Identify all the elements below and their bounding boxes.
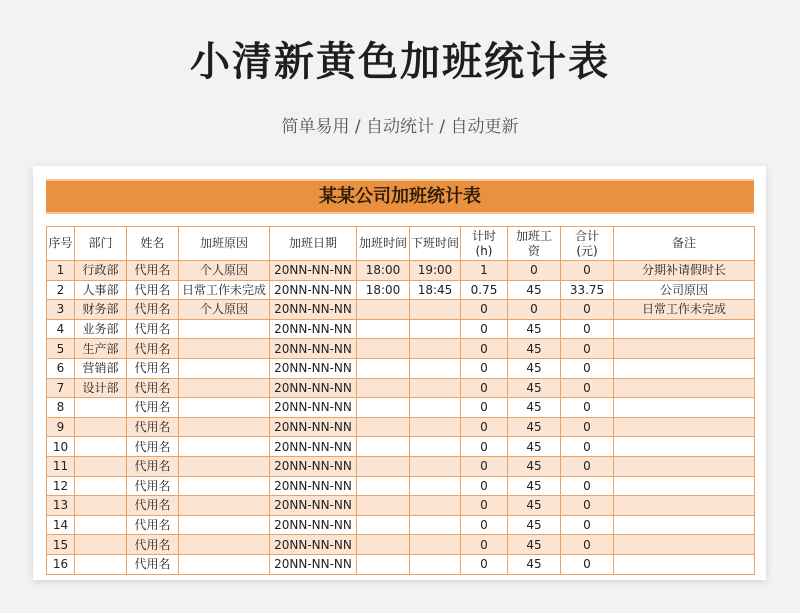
cell-name[interactable]: 代用名: [127, 476, 179, 496]
cell-reason[interactable]: 个人原因: [179, 261, 270, 281]
cell-dept[interactable]: 人事部: [75, 280, 127, 300]
cell-wage[interactable]: 45: [508, 417, 561, 437]
cell-name[interactable]: 代用名: [127, 515, 179, 535]
cell-name[interactable]: 代用名: [127, 398, 179, 418]
cell-reason[interactable]: [179, 554, 270, 574]
page-title: 小清新黄色加班统计表: [190, 39, 610, 85]
cell-end-time[interactable]: 19:00: [410, 261, 461, 281]
cell-wage[interactable]: 0: [508, 300, 561, 320]
cell-remark[interactable]: [614, 417, 755, 437]
cell-remark[interactable]: [614, 398, 755, 418]
cell-dept[interactable]: 营销部: [75, 358, 127, 378]
cell-end-time[interactable]: [410, 417, 461, 437]
cell-start-time[interactable]: [357, 417, 410, 437]
cell-name[interactable]: 代用名: [127, 339, 179, 359]
cell-end-time[interactable]: [410, 515, 461, 535]
cell-reason[interactable]: 日常工作未完成: [179, 280, 270, 300]
cell-name[interactable]: 代用名: [127, 358, 179, 378]
cell-reason[interactable]: [179, 417, 270, 437]
cell-name[interactable]: 代用名: [127, 535, 179, 555]
overtime-table: [46, 226, 755, 575]
header-start-time: 加班时间: [357, 227, 410, 261]
cell-total[interactable]: 0: [561, 261, 614, 281]
cell-hours[interactable]: 0: [461, 496, 508, 516]
table-row: [47, 496, 755, 516]
cell-start-time[interactable]: [357, 398, 410, 418]
cell-seq[interactable]: 4: [47, 319, 75, 339]
cell-end-time[interactable]: 18:45: [410, 280, 461, 300]
cell-remark[interactable]: [614, 515, 755, 535]
cell-start-time[interactable]: 18:00: [357, 261, 410, 281]
cell-hours[interactable]: 0: [461, 437, 508, 457]
cell-start-time[interactable]: 18:00: [357, 280, 410, 300]
cell-end-time[interactable]: [410, 476, 461, 496]
cell-hours[interactable]: 0: [461, 476, 508, 496]
cell-reason[interactable]: [179, 496, 270, 516]
cell-wage[interactable]: 45: [508, 515, 561, 535]
cell-remark[interactable]: [614, 476, 755, 496]
cell-remark[interactable]: [614, 378, 755, 398]
cell-remark[interactable]: [614, 554, 755, 574]
cell-hours[interactable]: 0: [461, 417, 508, 437]
cell-start-time[interactable]: [357, 378, 410, 398]
cell-reason[interactable]: [179, 398, 270, 418]
cell-wage[interactable]: 45: [508, 496, 561, 516]
table-row: [47, 515, 755, 535]
cell-total[interactable]: 0: [561, 476, 614, 496]
header-date: 加班日期: [270, 227, 357, 261]
cell-date[interactable]: 20NN-NN-NN: [270, 417, 357, 437]
cell-seq[interactable]: 9: [47, 417, 75, 437]
cell-wage[interactable]: 45: [508, 398, 561, 418]
sheet-title: 某某公司加班统计表: [46, 179, 754, 214]
cell-wage[interactable]: 45: [508, 378, 561, 398]
cell-wage[interactable]: 45: [508, 554, 561, 574]
cell-reason[interactable]: 个人原因: [179, 300, 270, 320]
cell-hours[interactable]: 0: [461, 378, 508, 398]
cell-hours[interactable]: 0: [461, 319, 508, 339]
cell-wage[interactable]: 45: [508, 456, 561, 476]
table-row: [47, 378, 755, 398]
header-end-time: 下班时间: [410, 227, 461, 261]
cell-start-time[interactable]: [357, 554, 410, 574]
cell-reason[interactable]: [179, 437, 270, 457]
cell-seq[interactable]: 13: [47, 496, 75, 516]
cell-name[interactable]: 代用名: [127, 300, 179, 320]
cell-total[interactable]: 0: [561, 535, 614, 555]
cell-reason[interactable]: [179, 358, 270, 378]
cell-date[interactable]: 20NN-NN-NN: [270, 515, 357, 535]
table-row: [47, 358, 755, 378]
cell-wage[interactable]: 45: [508, 476, 561, 496]
cell-remark[interactable]: [614, 437, 755, 457]
cell-reason[interactable]: [179, 456, 270, 476]
cell-remark[interactable]: [614, 496, 755, 516]
cell-date[interactable]: 20NN-NN-NN: [270, 476, 357, 496]
cell-start-time[interactable]: [357, 300, 410, 320]
cell-dept[interactable]: [75, 496, 127, 516]
cell-remark[interactable]: 分期补请假时长: [614, 261, 755, 281]
cell-dept[interactable]: 业务部: [75, 319, 127, 339]
header-remark: 备注: [614, 227, 755, 261]
cell-total[interactable]: 0: [561, 398, 614, 418]
cell-dept[interactable]: 生产部: [75, 339, 127, 359]
cell-end-time[interactable]: [410, 300, 461, 320]
table-row: [47, 476, 755, 496]
cell-date[interactable]: 20NN-NN-NN: [270, 358, 357, 378]
header-dept: 部门: [75, 227, 127, 261]
cell-total[interactable]: 0: [561, 358, 614, 378]
cell-seq[interactable]: 16: [47, 554, 75, 574]
cell-end-time[interactable]: [410, 378, 461, 398]
cell-seq[interactable]: 3: [47, 300, 75, 320]
cell-dept[interactable]: [75, 417, 127, 437]
cell-hours[interactable]: 0: [461, 398, 508, 418]
cell-start-time[interactable]: [357, 456, 410, 476]
cell-start-time[interactable]: [357, 437, 410, 457]
cell-remark[interactable]: 公司原因: [614, 280, 755, 300]
cell-seq[interactable]: 2: [47, 280, 75, 300]
cell-remark[interactable]: 日常工作未完成: [614, 300, 755, 320]
cell-date[interactable]: 20NN-NN-NN: [270, 319, 357, 339]
cell-date[interactable]: 20NN-NN-NN: [270, 456, 357, 476]
cell-name[interactable]: 代用名: [127, 261, 179, 281]
cell-name[interactable]: 代用名: [127, 437, 179, 457]
cell-dept[interactable]: 行政部: [75, 261, 127, 281]
cell-hours[interactable]: 0: [461, 456, 508, 476]
cell-hours[interactable]: 0: [461, 515, 508, 535]
header-total: 合计 (元): [561, 227, 614, 261]
cell-name[interactable]: 代用名: [127, 554, 179, 574]
cell-dept[interactable]: [75, 437, 127, 457]
cell-seq[interactable]: 1: [47, 261, 75, 281]
cell-seq[interactable]: 8: [47, 398, 75, 418]
cell-date[interactable]: 20NN-NN-NN: [270, 378, 357, 398]
cell-wage[interactable]: 45: [508, 280, 561, 300]
cell-reason[interactable]: [179, 339, 270, 359]
cell-wage[interactable]: 45: [508, 535, 561, 555]
cell-date[interactable]: 20NN-NN-NN: [270, 398, 357, 418]
table-row: [47, 535, 755, 555]
table-body: [47, 261, 755, 575]
cell-total[interactable]: 0: [561, 417, 614, 437]
cell-hours[interactable]: 1: [461, 261, 508, 281]
cell-end-time[interactable]: [410, 554, 461, 574]
table-header-row: [47, 227, 755, 261]
cell-start-time[interactable]: [357, 535, 410, 555]
cell-name[interactable]: 代用名: [127, 456, 179, 476]
cell-remark[interactable]: [614, 319, 755, 339]
cell-date[interactable]: 20NN-NN-NN: [270, 280, 357, 300]
cell-start-time[interactable]: [357, 358, 410, 378]
cell-total[interactable]: 0: [561, 515, 614, 535]
cell-dept[interactable]: [75, 456, 127, 476]
cell-wage[interactable]: 45: [508, 339, 561, 359]
cell-remark[interactable]: [614, 456, 755, 476]
cell-name[interactable]: 代用名: [127, 319, 179, 339]
table-row: [47, 280, 755, 300]
cell-seq[interactable]: 15: [47, 535, 75, 555]
cell-start-time[interactable]: [357, 496, 410, 516]
cell-start-time[interactable]: [357, 515, 410, 535]
cell-name[interactable]: 代用名: [127, 378, 179, 398]
cell-total[interactable]: 0: [561, 319, 614, 339]
cell-total[interactable]: 0: [561, 437, 614, 457]
cell-seq[interactable]: 14: [47, 515, 75, 535]
table-row: [47, 300, 755, 320]
cell-dept[interactable]: [75, 535, 127, 555]
cell-name[interactable]: 代用名: [127, 496, 179, 516]
table-row: [47, 456, 755, 476]
cell-dept[interactable]: [75, 554, 127, 574]
cell-start-time[interactable]: [357, 476, 410, 496]
cell-total[interactable]: 0: [561, 456, 614, 476]
cell-seq[interactable]: 7: [47, 378, 75, 398]
cell-reason[interactable]: [179, 535, 270, 555]
cell-hours[interactable]: 0: [461, 554, 508, 574]
cell-end-time[interactable]: [410, 358, 461, 378]
cell-end-time[interactable]: [410, 319, 461, 339]
cell-name[interactable]: 代用名: [127, 280, 179, 300]
cell-wage[interactable]: 0: [508, 261, 561, 281]
cell-end-time[interactable]: [410, 398, 461, 418]
table-row: [47, 319, 755, 339]
spreadsheet: [46, 179, 754, 575]
spreadsheet-card: [33, 166, 766, 580]
cell-total[interactable]: 0: [561, 378, 614, 398]
cell-dept[interactable]: [75, 476, 127, 496]
header-reason: 加班原因: [179, 227, 270, 261]
cell-date[interactable]: 20NN-NN-NN: [270, 496, 357, 516]
cell-seq[interactable]: 12: [47, 476, 75, 496]
cell-remark[interactable]: [614, 358, 755, 378]
cell-seq[interactable]: 5: [47, 339, 75, 359]
table-row: [47, 339, 755, 359]
cell-total[interactable]: 0: [561, 554, 614, 574]
cell-name[interactable]: 代用名: [127, 417, 179, 437]
cell-total[interactable]: 33.75: [561, 280, 614, 300]
cell-remark[interactable]: [614, 535, 755, 555]
cell-hours[interactable]: 0: [461, 535, 508, 555]
cell-dept[interactable]: [75, 398, 127, 418]
cell-reason[interactable]: [179, 515, 270, 535]
table-row: [47, 261, 755, 281]
cell-date[interactable]: 20NN-NN-NN: [270, 437, 357, 457]
cell-end-time[interactable]: [410, 339, 461, 359]
table-row: [47, 417, 755, 437]
cell-hours[interactable]: 0.75: [461, 280, 508, 300]
table-row: [47, 398, 755, 418]
cell-date[interactable]: 20NN-NN-NN: [270, 339, 357, 359]
cell-date[interactable]: 20NN-NN-NN: [270, 554, 357, 574]
cell-date[interactable]: 20NN-NN-NN: [270, 261, 357, 281]
header-wage: 加班工 资: [508, 227, 561, 261]
cell-reason[interactable]: [179, 378, 270, 398]
cell-hours[interactable]: 0: [461, 358, 508, 378]
cell-total[interactable]: 0: [561, 496, 614, 516]
cell-dept[interactable]: 财务部: [75, 300, 127, 320]
cell-seq[interactable]: 6: [47, 358, 75, 378]
page-subtitle: 简单易用 / 自动统计 / 自动更新: [281, 117, 519, 137]
table-row: [47, 554, 755, 574]
cell-date[interactable]: 20NN-NN-NN: [270, 300, 357, 320]
cell-dept[interactable]: [75, 515, 127, 535]
cell-wage[interactable]: 45: [508, 437, 561, 457]
cell-wage[interactable]: 45: [508, 319, 561, 339]
cell-end-time[interactable]: [410, 437, 461, 457]
cell-end-time[interactable]: [410, 496, 461, 516]
cell-total[interactable]: 0: [561, 339, 614, 359]
cell-end-time[interactable]: [410, 456, 461, 476]
cell-end-time[interactable]: [410, 535, 461, 555]
header-hours: 计时 (h): [461, 227, 508, 261]
cell-remark[interactable]: [614, 339, 755, 359]
table-row: [47, 437, 755, 457]
cell-date[interactable]: 20NN-NN-NN: [270, 535, 357, 555]
cell-reason[interactable]: [179, 319, 270, 339]
cell-wage[interactable]: 45: [508, 358, 561, 378]
cell-seq[interactable]: 11: [47, 456, 75, 476]
header-seq: 序号: [47, 227, 75, 261]
header-name: 姓名: [127, 227, 179, 261]
cell-reason[interactable]: [179, 476, 270, 496]
cell-total[interactable]: 0: [561, 300, 614, 320]
cell-dept[interactable]: 设计部: [75, 378, 127, 398]
cell-start-time[interactable]: [357, 319, 410, 339]
cell-hours[interactable]: 0: [461, 300, 508, 320]
cell-start-time[interactable]: [357, 339, 410, 359]
cell-seq[interactable]: 10: [47, 437, 75, 457]
cell-hours[interactable]: 0: [461, 339, 508, 359]
